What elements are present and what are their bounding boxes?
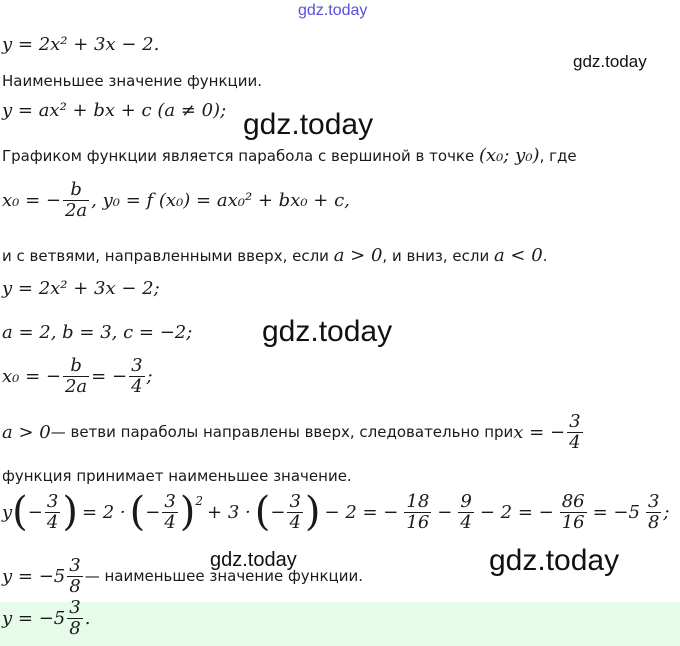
conclusion-text: функция принимает наименьшее значение. [2,467,352,485]
formula-part: y = −5 [2,607,66,629]
numerator: 3 [69,597,81,618]
denominator: 8 [69,617,81,639]
conclusion-line [2,412,585,453]
vertex-text-part: , где [539,147,577,165]
watermark: gdz.today [489,544,620,577]
vertex-text-part: Графиком функции является парабола с вершиной в точке [2,147,479,165]
denominator: 2a [64,375,88,397]
fraction [404,492,431,533]
vertex-formula [2,180,350,221]
formula-part: + 3 · [207,501,251,523]
coefficients: a = 2, b = 3, c = −2; [2,322,193,343]
formula-part: , y₀ = f (x₀) = ax₀² + bx₀ + c, [91,189,350,211]
fraction [45,492,60,533]
paren-close: ) [62,489,78,536]
formula-part: = −5 [592,501,640,523]
fraction [646,492,661,533]
numerator: 3 [46,491,59,512]
condition: a < 0 [493,245,543,266]
numerator: 86 [561,491,585,512]
text-part: и с ветвями, направленными вверх, если [2,247,334,265]
fraction [458,492,473,533]
fraction [560,492,587,533]
formula-part: − 2 = − [479,501,554,523]
formula-part: − 2 = − [324,501,399,523]
denominator: 16 [561,511,585,533]
text-part: , и вниз, если [382,247,494,265]
fraction [67,556,82,597]
formula-part: . [84,607,91,629]
numerator: 3 [647,491,660,512]
answer-highlight [0,602,680,646]
vertex-text [2,145,577,166]
numerator: 18 [406,491,430,512]
fraction [129,356,144,397]
watermark: gdz.today [573,52,647,71]
formula-part: x₀ = − [2,365,61,387]
fraction [63,356,89,397]
fraction [162,492,177,533]
numerator: 3 [164,491,176,512]
numerator: 3 [289,491,301,512]
branches-text [2,245,547,266]
formula-part: x = − [513,421,566,443]
formula-part: − [437,501,453,523]
sign: − [270,501,286,523]
denominator: 4 [460,511,472,533]
numerator: b [70,355,82,376]
denominator: 4 [46,511,59,533]
denominator: 16 [406,511,430,533]
answer [2,598,90,639]
denominator: 4 [164,511,176,533]
numerator: b [70,179,82,200]
formula-part: = 2 · [81,501,126,523]
denominator: 8 [69,575,81,597]
exponent: 2 [195,494,204,508]
condition: a > 0 [2,421,51,443]
watermark: gdz.today [262,315,393,348]
denominator: 4 [569,431,581,453]
equation-given-repeat: y = 2x² + 3x − 2; [2,278,160,299]
paren-open: ( [129,489,146,536]
numerator: 9 [460,491,472,512]
fraction [287,492,302,533]
denominator: 2a [64,199,88,221]
watermark-top: gdz.today [298,2,368,19]
paren-close: ) [304,489,321,536]
fraction [63,180,89,221]
var-y: y [2,501,13,523]
watermark: gdz.today [243,108,374,141]
equation-given: y = 2x² + 3x − 2. [2,34,160,55]
denominator: 4 [289,511,301,533]
formula-part: ; [663,501,670,523]
formula-part: x₀ = − [2,189,61,211]
text-part: — наименьшее значение функции. [84,567,364,586]
vertex-point: (x₀; y₀) [479,145,540,166]
denominator: 8 [647,511,660,533]
task-text: Наименьшее значение функции. [2,72,263,90]
formula-part: = − [91,365,128,387]
paren-open: ( [254,489,271,536]
watermark: gdz.today [210,549,297,571]
text-part: — ветви параболы направлены вверх, следовательно при [50,423,514,442]
fraction [67,598,82,639]
paren-close: ) [179,489,196,536]
min-value-calc [2,489,670,536]
paren-open: ( [12,489,28,536]
equation-general: y = ax² + bx + c (a ≠ 0); [2,100,227,121]
vertex-x-calc [2,356,153,397]
numerator: 3 [131,355,143,376]
sign: − [145,501,161,523]
fraction [567,412,582,453]
denominator: 4 [131,375,143,397]
numerator: 3 [69,555,81,576]
min-value-statement [2,556,363,597]
numerator: 3 [569,411,581,432]
condition: a > 0 [333,245,383,266]
sign: − [27,501,43,523]
text-part: . [542,247,548,265]
formula-part: ; [146,365,153,387]
formula-part: y = −5 [2,565,66,587]
